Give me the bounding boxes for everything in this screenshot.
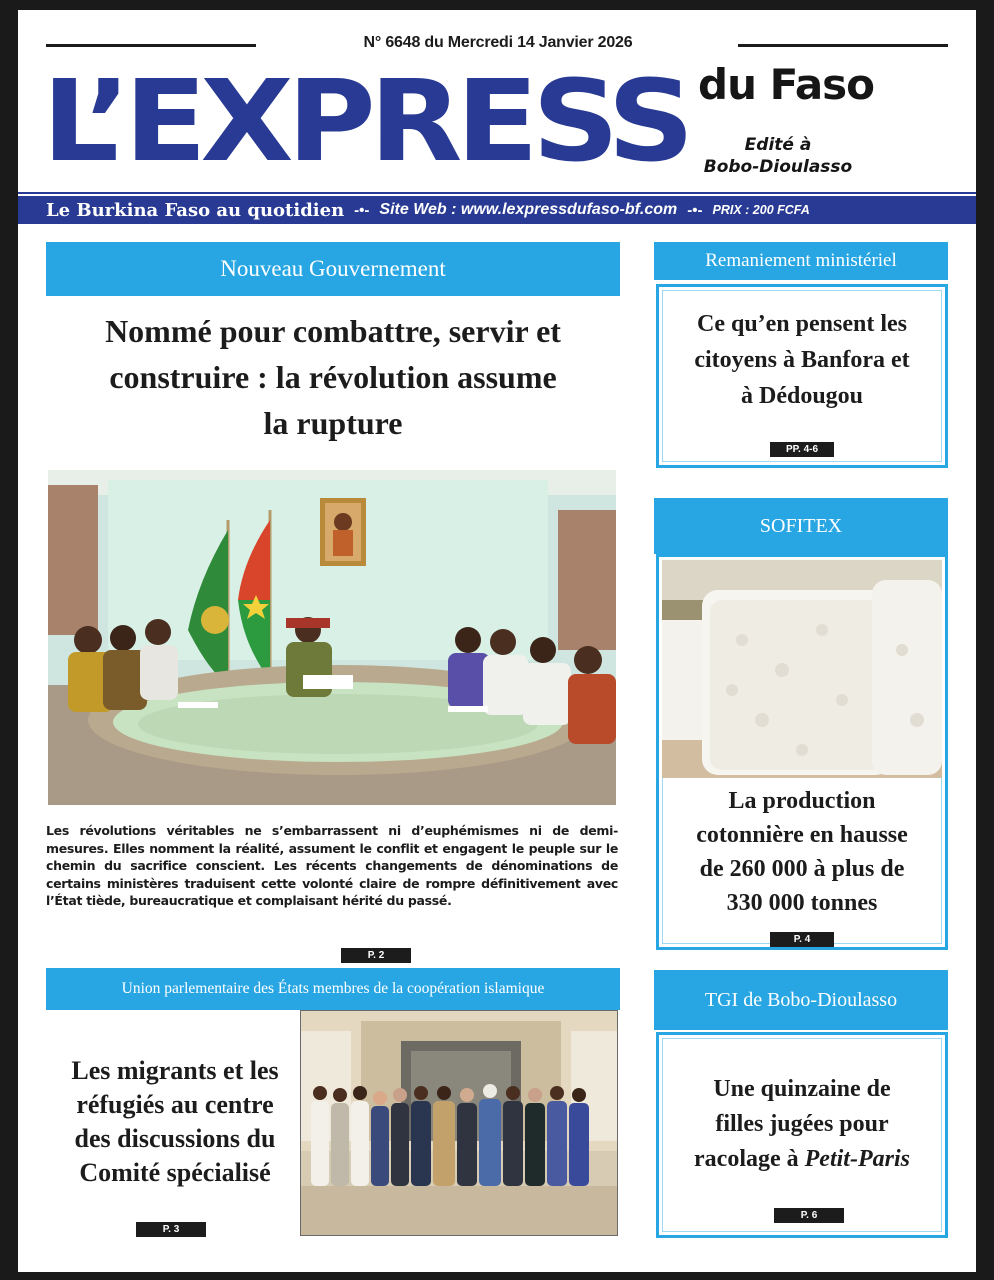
section-remaniement[interactable]: Remaniement ministériel [654,242,948,280]
main-headline-line-2: construire : la révolution assume [109,359,557,395]
newspaper-logo: L’EXPRESS [42,57,689,187]
remaniement-headline-line-2: citoyens à Banfora et [694,347,910,373]
second-headline-line-3: des discussions du [74,1124,276,1153]
section-tgi[interactable]: TGI de Bobo-Dioulasso [654,970,948,1030]
council-meeting-photo[interactable] [48,470,616,805]
sofitex-headline[interactable] [660,784,944,920]
second-headline[interactable] [46,1054,304,1190]
sofitex-headline-line-1: La production [728,788,876,814]
sofitex-page-ref[interactable]: P. 4 [770,932,834,947]
main-headline[interactable] [46,308,620,446]
edited-line-2: Bobo-Dioulasso [703,157,853,177]
edited-line-1: Edité à [744,135,812,155]
second-headline-line-2: réfugiés au centre [76,1090,274,1119]
separator-1: -•- [354,201,370,219]
remaniement-headline-line-1: Ce qu’en pensent les [696,311,907,337]
main-story-page-ref[interactable]: P. 2 [341,948,411,963]
second-story-page-ref[interactable]: P. 3 [136,1222,206,1237]
cotton-bales-photo[interactable] [662,560,942,778]
price: PRIX : 200 FCFA [712,203,810,217]
delegation-group-photo[interactable] [300,1010,618,1236]
main-headline-line-3: la rupture [263,405,403,441]
tgi-headline-line-2: filles jugées pour [715,1111,889,1137]
council-meeting-illustration [48,470,616,805]
tgi-headline-line-1: Une quinzaine de [713,1076,891,1102]
newspaper-front-page [18,10,976,1272]
sofitex-headline-line-2: cotonnière en hausse [696,822,908,848]
tgi-headline-line-3-text: racolage à [694,1146,805,1172]
sofitex-headline-line-4: 330 000 tonnes [726,890,878,916]
remaniement-page-ref[interactable]: PP. 4-6 [770,442,834,457]
separator-2: -•- [687,201,703,219]
tgi-headline-line-3 [660,1142,944,1177]
section-union-parlementaire[interactable]: Union parlementaire des États membres de la coopération islamique [46,968,620,1010]
main-headline-line-1: Nommé pour combattre, servir et [105,313,561,349]
tgi-headline-place: Petit-Paris [804,1146,910,1172]
band-top-line [18,192,976,194]
issue-line: N° 6648 du Mercredi 14 Janvier 2026 [363,34,633,51]
second-headline-line-4: Comité spécialisé [79,1158,271,1187]
delegation-group-illustration [301,1011,618,1236]
section-nouveau-gouvernement[interactable]: Nouveau Gouvernement [46,242,620,296]
tgi-page-ref[interactable]: P. 6 [774,1208,844,1223]
second-headline-line-1: Les migrants et les [71,1056,279,1085]
sofitex-headline-line-3: de 260 000 à plus de [699,856,905,882]
tagline: Le Burkina Faso au quotidien [46,199,345,221]
edited-at [658,134,898,178]
masthead-rule-right [738,44,948,47]
remaniement-headline-line-3: à Dédougou [740,383,864,409]
main-story-lead: Les révolutions véritables ne s’embarrassent ni d’euphémismes ni de demi-mesures. Elles nomment la réalité, assument le conflit et engagent le peuple sur le chemin du sacrifice conscient. Les récents changements de dénominations de certains ministères traduisent cette volonté claire de rompre définitivement avec l’État tiède, bureaucratique et complaisant hérité du passé. [46,823,618,908]
website-link[interactable]: Site Web : www.lexpressdufaso-bf.com [379,201,678,218]
masthead-rule-left [46,44,256,47]
newspaper-logo-sub: du Faso [698,60,875,109]
section-sofitex[interactable]: SOFITEX [654,498,948,554]
tgi-headline[interactable] [660,1072,944,1177]
remaniement-headline[interactable] [660,306,944,414]
masthead-band [18,196,976,224]
cotton-bales-illustration [662,560,942,778]
